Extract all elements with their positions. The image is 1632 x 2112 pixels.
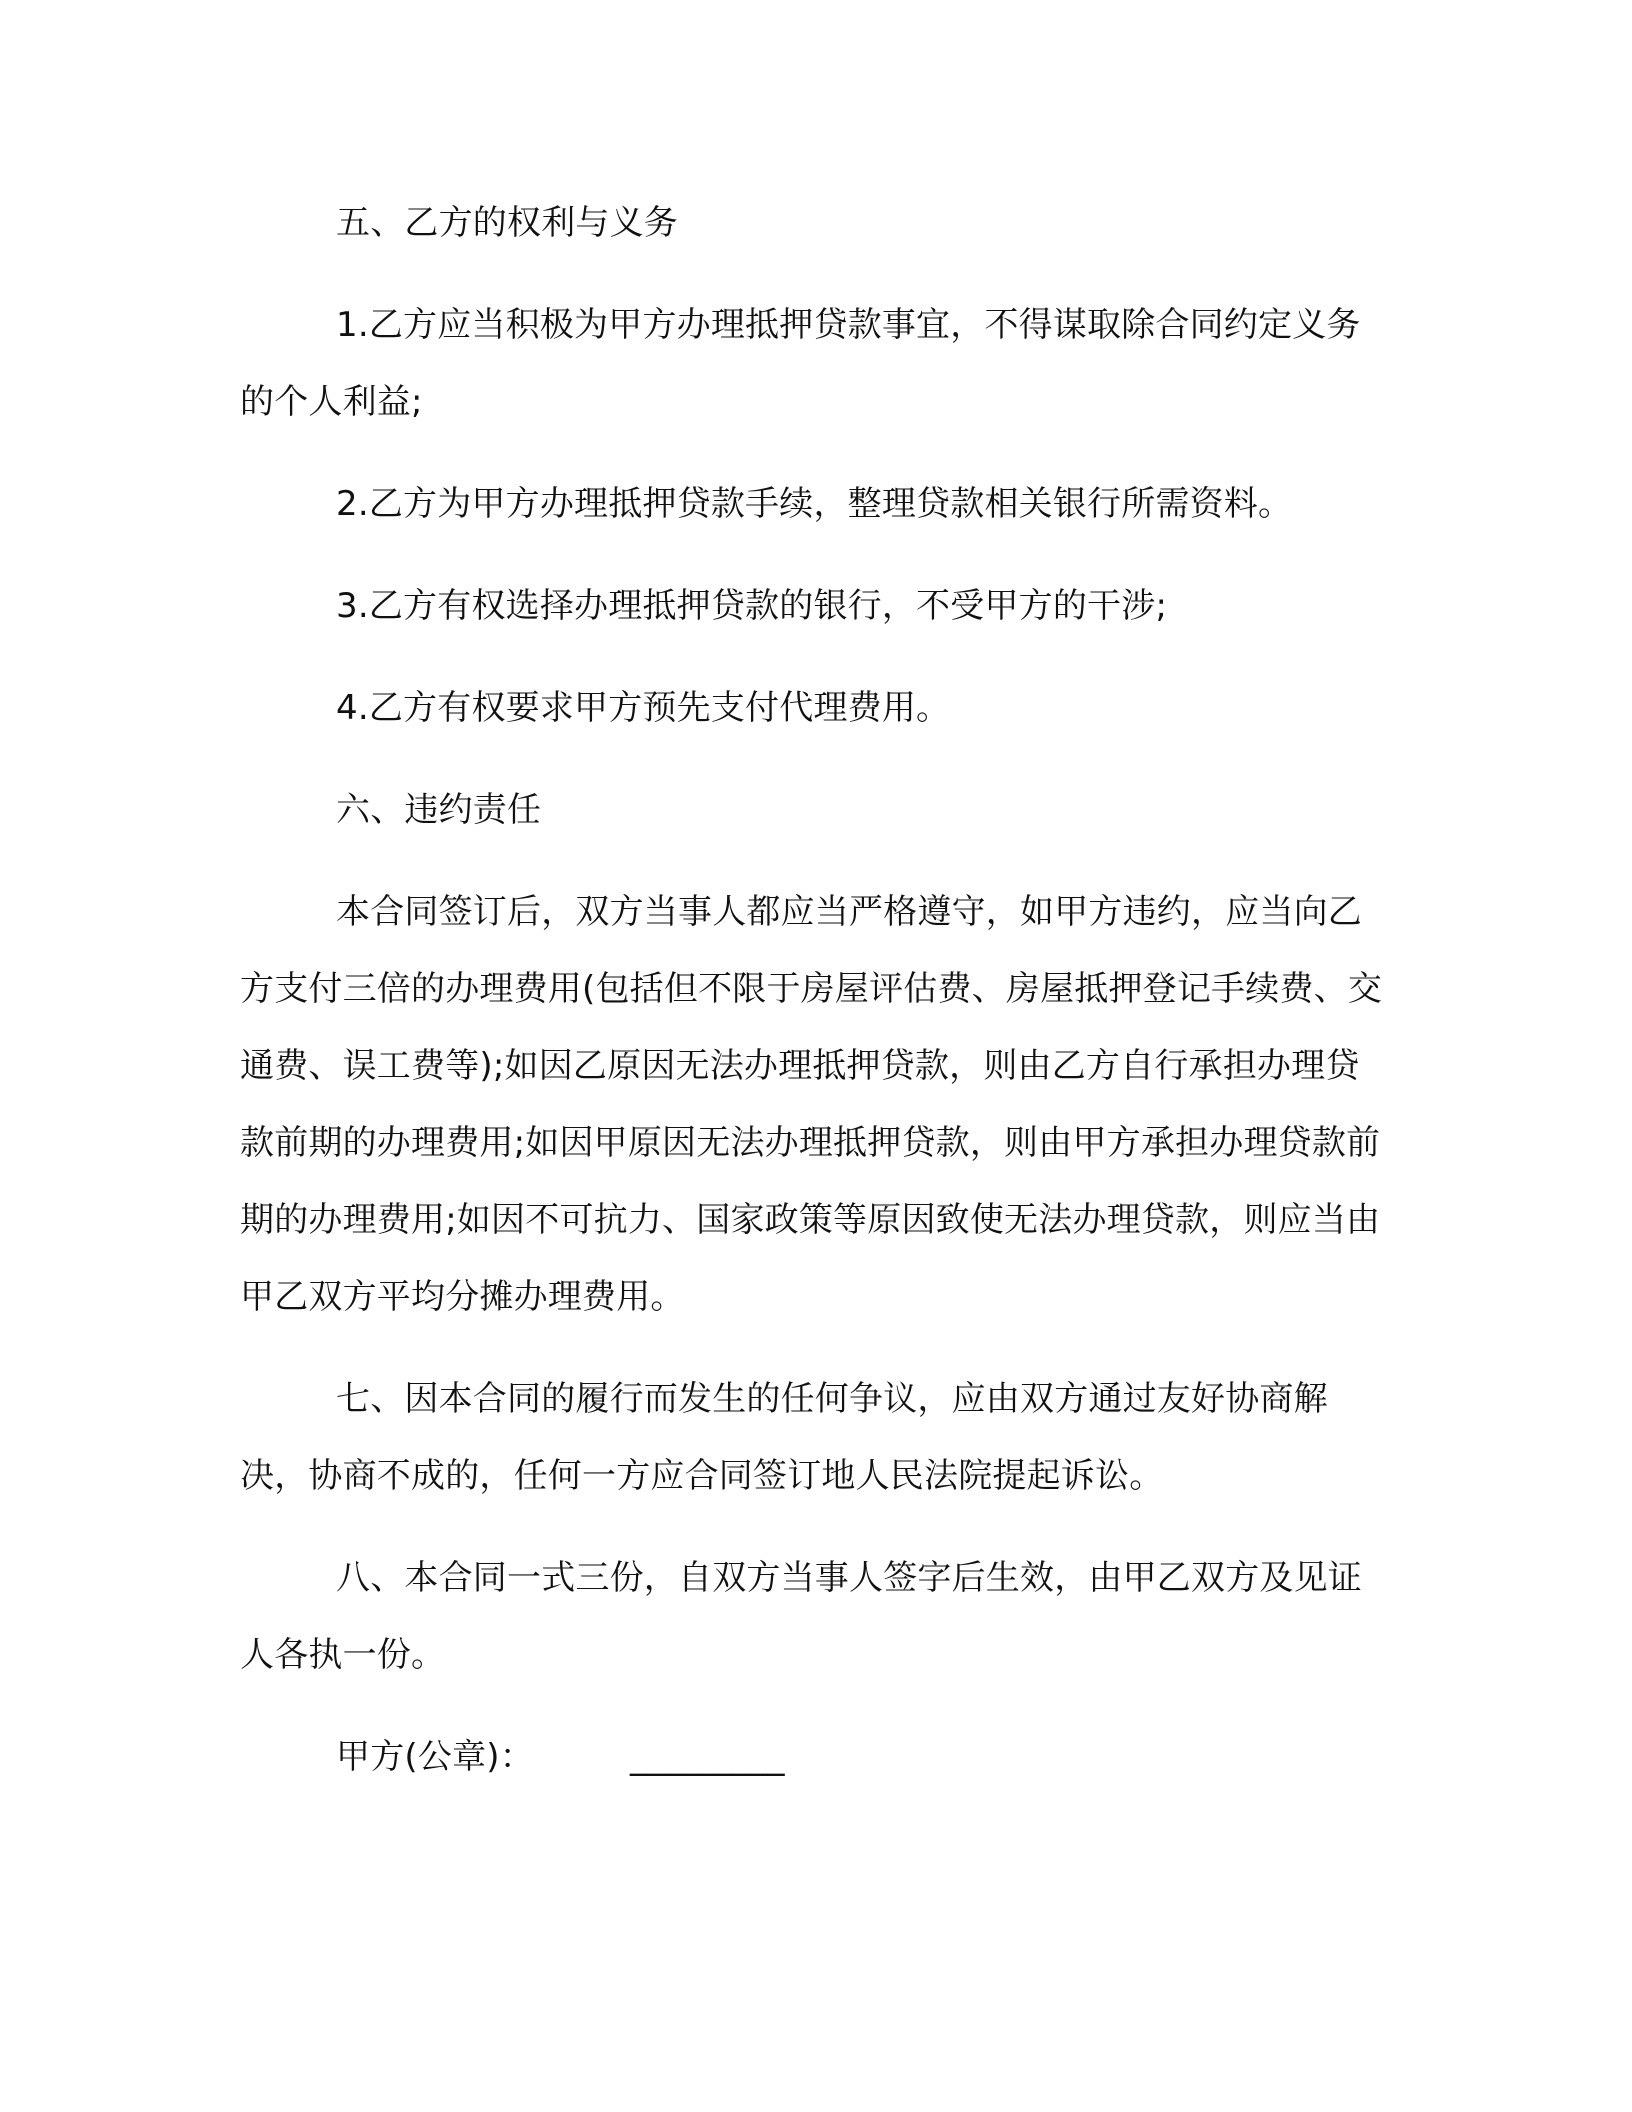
section-6-body: 本合同签订后，双方当事人都应当严格遵守，如甲方违约，应当向乙方支付三倍的办理费用(包括但不限于房屋评估费、房屋抵押登记手续费、交通费、误工费等);如因乙原因无法办理抵押贷款，则由乙方自行承担办理贷款前期的办理费用;如因甲原因无法办理抵押贷款，则由甲方承担办理贷款前期的办理费用;如因不可抗力、国家政策等原因致使无法办理贷款，则应当由甲乙双方平均分摊办理费用。 xyxy=(240,892,1383,1317)
section-6-title: 六、违约责任 xyxy=(336,790,542,830)
section-5-item-3: 3.乙方有权选择办理抵押贷款的银行，不受甲方的干涉; xyxy=(336,586,1168,626)
section-5-item-4: 4.乙方有权要求甲方预先支付代理费用。 xyxy=(336,688,951,728)
party-a-signature xyxy=(240,1719,1392,1796)
section-5-item-1: 1.乙方应当积极为甲方办理抵押贷款事宜，不得谋取除合同约定义务的个人利益; xyxy=(240,305,1361,422)
section-5-title: 五、乙方的权利与义务 xyxy=(336,203,678,243)
section-7: 七、因本合同的履行而发生的任何争议，应由双方通过友好协商解决，协商不成的，任何一方应合同签订地人民法院提起诉讼。 xyxy=(240,1379,1328,1496)
section-5-item-2: 2.乙方为甲方办理抵押贷款手续，整理贷款相关银行所需资料。 xyxy=(336,484,1293,524)
section-8: 八、本合同一式三份，自双方当事人签字后生效，由甲乙双方及见证人各执一份。 xyxy=(240,1558,1362,1675)
party-a-label: 甲方(公章)： xyxy=(336,1737,534,1777)
document-body xyxy=(240,185,1392,1796)
party-a-signature-blank: _________ xyxy=(629,1737,785,1777)
